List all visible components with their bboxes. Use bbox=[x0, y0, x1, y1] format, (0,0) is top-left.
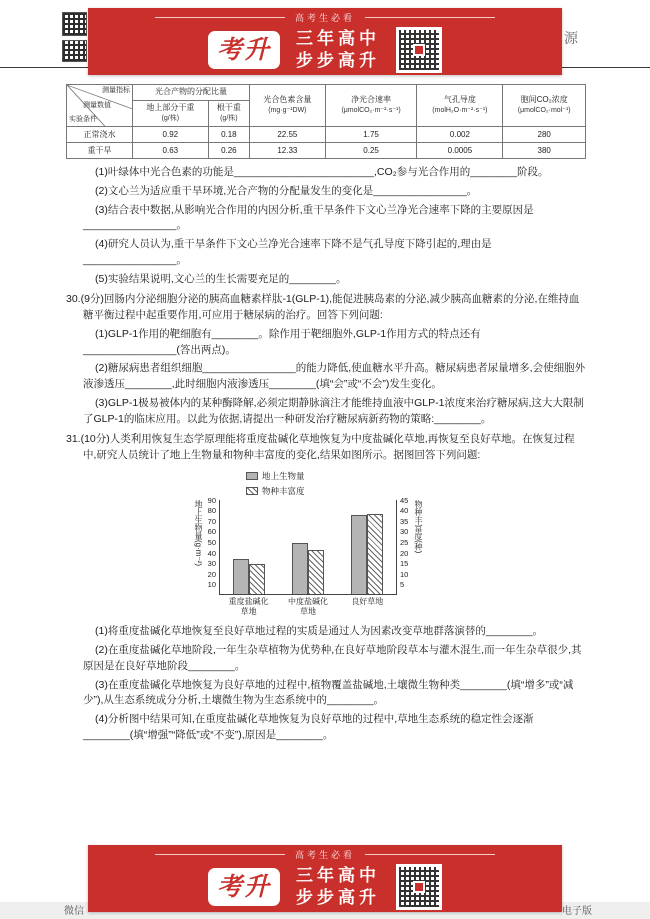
column-header-name: 气孔导度 bbox=[443, 95, 476, 105]
table-header-row bbox=[67, 85, 586, 101]
legend-item-biomass bbox=[246, 470, 494, 483]
bar-hatched bbox=[249, 564, 265, 594]
banner-tagline-text: 高考生必看 bbox=[294, 850, 355, 860]
question-31-item-3: (3)在重度盐碱化草地恢复为良好草地的过程中,植物覆盖盐碱地,土壤微生物种类________(填“增多”或“减少”),从生态系统成分分析,土壤微生物为生态系统中的________。 bbox=[83, 678, 574, 707]
slogan-line-2: 步步高升 bbox=[296, 51, 380, 70]
axis-tick-label: 20 bbox=[207, 569, 216, 579]
column-header-unit: (μmolCO₂·mol⁻¹) bbox=[517, 107, 571, 115]
exam-content bbox=[66, 84, 586, 747]
bar-solid bbox=[292, 543, 308, 594]
question-31-item-1: (1)将重度盐碱化草地恢复至良好草地过程的实质是通过人为因素改变草地群落演替的________。 bbox=[95, 625, 544, 638]
question-29-item-2: (2)文心兰为适应重干旱环境,光合产物的分配量发生的变化是________________。 bbox=[95, 184, 478, 197]
axis-tick-label: 20 bbox=[400, 548, 409, 558]
column-header bbox=[250, 85, 326, 127]
bar-hatched bbox=[308, 550, 324, 594]
question-29-item-3: (3)结合表中数据,从影响光合作用的内因分析,重干旱条件下文心兰净光合速率下降的主要原因是________________。 bbox=[83, 203, 534, 232]
column-group-header: 光合产物的分配比量 bbox=[133, 85, 250, 101]
divider-line bbox=[365, 17, 495, 18]
banner-tagline-text: 高考生必看 bbox=[294, 13, 355, 23]
biomass-richness-chart bbox=[194, 470, 494, 617]
footer-left-text: 微信 bbox=[64, 906, 84, 917]
question-31-item-4: (4)分析图中结果可知,在重度盐碱化草地恢复为良好草地的过程中,草地生态系统的稳定性会逐渐________(填“增强”“降低”或“不变”),原因是________。 bbox=[83, 713, 534, 741]
axis-tick-label: 90 bbox=[207, 495, 216, 505]
chart-legend bbox=[246, 470, 494, 498]
banner-row bbox=[88, 27, 562, 73]
table-cell: 0.63 bbox=[133, 143, 209, 159]
qr-center-badge bbox=[413, 44, 425, 56]
right-axis-label: 物种丰富度(种) bbox=[414, 500, 423, 554]
banner-tagline bbox=[88, 8, 562, 24]
table-cell: 0.25 bbox=[325, 143, 417, 159]
table-cell: 1.75 bbox=[325, 127, 417, 143]
axis-tick-label: 15 bbox=[400, 558, 409, 568]
divider-line bbox=[155, 854, 285, 855]
bar-solid bbox=[233, 559, 249, 594]
qr-code-icon bbox=[62, 40, 87, 62]
axis-tick-label: 30 bbox=[400, 527, 409, 537]
axis-tick-label: 10 bbox=[207, 579, 216, 589]
column-header bbox=[325, 85, 417, 127]
table-cell: 22.55 bbox=[250, 127, 326, 143]
row-label: 正常浇水 bbox=[67, 127, 133, 143]
question-29-item-4: (4)研究人员认为,重干旱条件下文心兰净光合速率下降不是气孔导度下降引起的,理由是________________。 bbox=[83, 238, 492, 266]
x-category-label: 重度盐碱化草地 bbox=[228, 597, 269, 616]
table-cell: 380 bbox=[503, 143, 586, 159]
axis-tick-label: 30 bbox=[207, 558, 216, 568]
axis-tick-label: 50 bbox=[207, 537, 216, 547]
sub-column-unit: (g/株) bbox=[220, 115, 238, 123]
question-29-item-1: (1)叶绿体中光合色素的功能是________________________,CO₂参与光合作用的________阶段。 bbox=[95, 166, 549, 178]
axis-tick-label: 5 bbox=[400, 579, 405, 589]
banner-slogan bbox=[296, 28, 380, 72]
corner-label-value: 测量数值 bbox=[83, 102, 111, 109]
legend-label: 地上生物量 bbox=[262, 470, 305, 481]
axis-tick-label: 40 bbox=[400, 506, 409, 516]
x-category-label: 良好草地 bbox=[351, 597, 384, 607]
experiment-data-table bbox=[66, 84, 586, 159]
brand-logo: 考升 bbox=[208, 31, 280, 69]
question-31-item-2: (2)在重度盐碱化草地阶段,一年生杂草植物为优势种,在良好草地阶段草本与灌木混生,而一年生杂草很少,其原因是在良好草地阶段________。 bbox=[83, 644, 582, 672]
promo-banner-bottom bbox=[88, 845, 562, 912]
axis-tick-label: 10 bbox=[400, 569, 409, 579]
legend-item-richness bbox=[246, 485, 494, 498]
promo-banner-top bbox=[88, 8, 562, 75]
table-cell: 12.33 bbox=[250, 143, 326, 159]
column-header-unit: (mg·g⁻¹DW) bbox=[268, 107, 307, 115]
qr-code-icon bbox=[62, 12, 87, 36]
bar-hatched bbox=[367, 514, 383, 594]
qr-code-icon bbox=[396, 27, 442, 73]
column-header bbox=[417, 85, 503, 127]
corner-label-metric: 测量指标 bbox=[102, 87, 130, 94]
slogan-line-2: 步步高升 bbox=[296, 888, 380, 907]
qr-code-icon bbox=[396, 864, 442, 910]
sub-column-header bbox=[133, 100, 209, 126]
table-corner-cell bbox=[67, 85, 133, 127]
plot-column bbox=[219, 500, 397, 616]
legend-label: 物种丰富度 bbox=[262, 485, 305, 496]
question-30-intro: 30.(9分)回肠内分泌细胞分泌的胰高血糖素样肽-1(GLP-1),能促进胰岛素的分泌,减少胰高血糖素的分泌,在维持血糖平衡过程中起重要作用,可应用于糖尿病的治疗。回答下列问题: bbox=[66, 293, 580, 321]
slogan-line-1: 三年高中 bbox=[296, 28, 380, 48]
table-cell: 0.18 bbox=[208, 127, 249, 143]
banner-row bbox=[88, 864, 562, 910]
divider-line bbox=[155, 17, 285, 18]
bar-solid bbox=[351, 515, 367, 594]
bar-group bbox=[292, 543, 324, 594]
table-row bbox=[67, 127, 586, 143]
question-31-intro: 31.(10分)人类利用恢复生态学原理能将重度盐碱化草地恢复为中度盐碱化草地,再恢复至良好草地。在恢复过程中,研究人员统计了地上生物量和物种丰富度的变化,结果如图所示。据图回答下列问题: bbox=[66, 433, 575, 461]
left-ticks bbox=[202, 495, 219, 595]
banner-tagline bbox=[88, 845, 562, 861]
hatched-swatch-icon bbox=[246, 487, 258, 495]
question-30-item-2: (2)糖尿病患者组织细胞________________的能力降低,使血糖水平升高。糖尿病患者尿量增多,会使细胞外液渗透压________,此时细胞内液渗透压________(填“会”或“不会”)发生变化。 bbox=[83, 362, 586, 390]
qr-center-badge bbox=[413, 881, 425, 893]
x-category-label: 中度盐碱化草地 bbox=[287, 597, 328, 616]
sub-column-header bbox=[208, 100, 249, 126]
x-labels bbox=[219, 595, 397, 616]
question-30-item-3: (3)GLP-1极易被体内的某种酶降解,必须定期静脉滴注才能维持血液中GLP-1浓度来治疗糖尿病,这大大限制了GLP-1的临床应用。以此为依据,请提出一种研发治疗糖尿病新药物的策略:________。 bbox=[83, 396, 584, 425]
table-cell: 0.92 bbox=[133, 127, 209, 143]
table-cell: 0.002 bbox=[417, 127, 503, 143]
column-header-name: 光合色素含量 bbox=[263, 95, 312, 105]
bar-group bbox=[351, 514, 383, 594]
axis-tick-label: 60 bbox=[207, 527, 216, 537]
axis-tick-label: 35 bbox=[400, 516, 409, 526]
axis-tick-label: 25 bbox=[400, 537, 409, 547]
sub-column-name: 地上部分干重 bbox=[146, 103, 195, 113]
column-header-name: 净光合速率 bbox=[351, 95, 392, 105]
right-ticks bbox=[397, 495, 414, 595]
question-29-item-5: (5)实验结果说明,文心兰的生长需要充足的________。 bbox=[95, 272, 347, 285]
axis-tick-label: 70 bbox=[207, 516, 216, 526]
footer-right-text: 电子版 bbox=[562, 906, 592, 917]
table-row bbox=[67, 143, 586, 159]
axis-tick-label: 40 bbox=[207, 548, 216, 558]
bar-group bbox=[233, 559, 265, 594]
slogan-line-1: 三年高中 bbox=[296, 865, 380, 885]
brand-logo: 考升 bbox=[208, 868, 280, 906]
column-header-unit: (molH₂O·m⁻²·s⁻¹) bbox=[432, 107, 488, 115]
table-cell: 0.26 bbox=[208, 143, 249, 159]
left-axis-label: 地上生物量(g·m⁻²) bbox=[194, 500, 203, 567]
chart-plot bbox=[219, 500, 397, 595]
row-label: 重干旱 bbox=[67, 143, 133, 159]
column-header-unit: (μmolCO₂·m⁻²·s⁻¹) bbox=[341, 107, 401, 115]
header-edge-text: 源 bbox=[564, 30, 578, 46]
sub-column-name: 根干重 bbox=[216, 103, 241, 113]
solid-swatch-icon bbox=[246, 472, 258, 480]
axis-tick-label: 45 bbox=[400, 495, 409, 505]
chart-body bbox=[194, 495, 494, 616]
corner-label-condition: 实验条件 bbox=[69, 115, 97, 123]
column-header-name: 胞间CO₂浓度 bbox=[520, 95, 568, 105]
column-header bbox=[503, 85, 586, 127]
sub-column-unit: (g/株) bbox=[161, 115, 180, 123]
table-cell: 0.0005 bbox=[417, 143, 503, 159]
divider-line bbox=[365, 854, 495, 855]
question-30-item-1: (1)GLP-1作用的靶细胞有________。除作用于靶细胞外,GLP-1作用方式的特点还有________________(答出两点)。 bbox=[83, 327, 481, 356]
table-cell: 280 bbox=[503, 127, 586, 143]
axis-tick-label: 80 bbox=[207, 506, 216, 516]
banner-slogan bbox=[296, 865, 380, 909]
